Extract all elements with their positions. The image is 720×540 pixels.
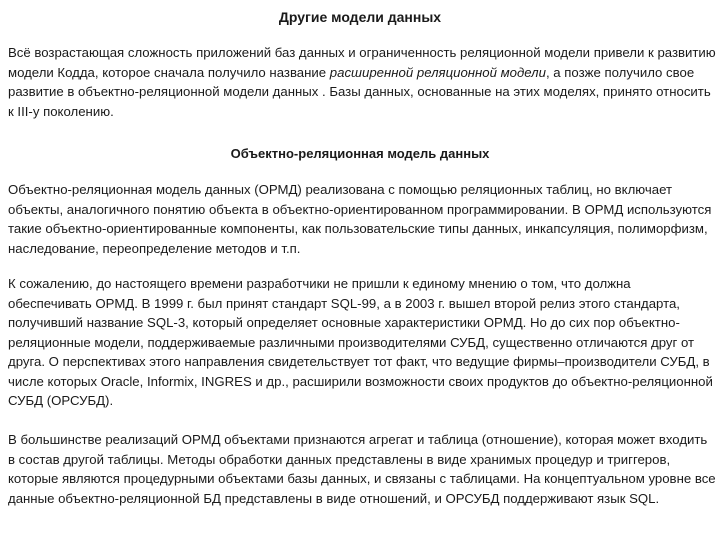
intro-text-start: Всё возрастающая сложность приложений баз данных и ограниченность реляционной модели привели к развитию модели Кодда, которое сначала получило название xyxy=(8,45,716,80)
intro-paragraph xyxy=(8,43,716,121)
paragraph-ormd-definition: Объектно-реляционная модель данных (ОРМД) реализована с помощью реляционных таблиц, но включает объекты, аналогичного понятию объекта в объектно-ориентированном программировании. В ОРМД используются такие объектно-ориентированные компоненты, как пользовательские типы данных, инкапсуляция, полиморфизм, наследование, переопределение методов и т.п. xyxy=(8,182,712,256)
paragraph-implementations: В большинстве реализаций ОРМД объектами признаются агрегат и таблица (отношение), которая может входить в состав другой таблицы. Методы обработки данных представлены в виде хранимых процедур и триггеров, которые являются процедурными объектами базы данных, и связаны с таблицами. На концептуальном уровне все данные объектно-реляционной БД представлены в виде отношений, и ОРСУБД поддерживают язык SQL. xyxy=(8,432,716,506)
page-title: Другие модели данных xyxy=(278,9,442,25)
paragraph-standards: К сожалению, до настоящего времени разработчики не пришли к единому мнению о том, что должна обеспечивать ОРМД. В 1999 г. был принят стандарт SQL-99, а в 2003 г. вышел второй релиз этого стандарта, получивший название SQL-3, который определяет основные характеристики ОРМД. Но до сих пор объектно-реляционные модели, поддерживаемые различными производителями СУБД, существенно отличаются друг от друга. О перспективах этого направления свидетельствует тот факт, что ведущие фирмы–производители СУБД, в числе которых Oracle, Informix, INGRES и др., расширили возможности своих продуктов до объектно-реляционной СУБД (ОРСУБД). xyxy=(8,276,713,408)
intro-emphasis: расширенной реляционной модели xyxy=(329,64,546,80)
section-title: Объектно-реляционная модель данных xyxy=(230,146,490,161)
intro-text-end: , а позже получило свое развитие в объектно-реляционной модели данных . Базы данных, основанные на этих моделях, принято относить к III-у поколению. xyxy=(8,64,711,119)
